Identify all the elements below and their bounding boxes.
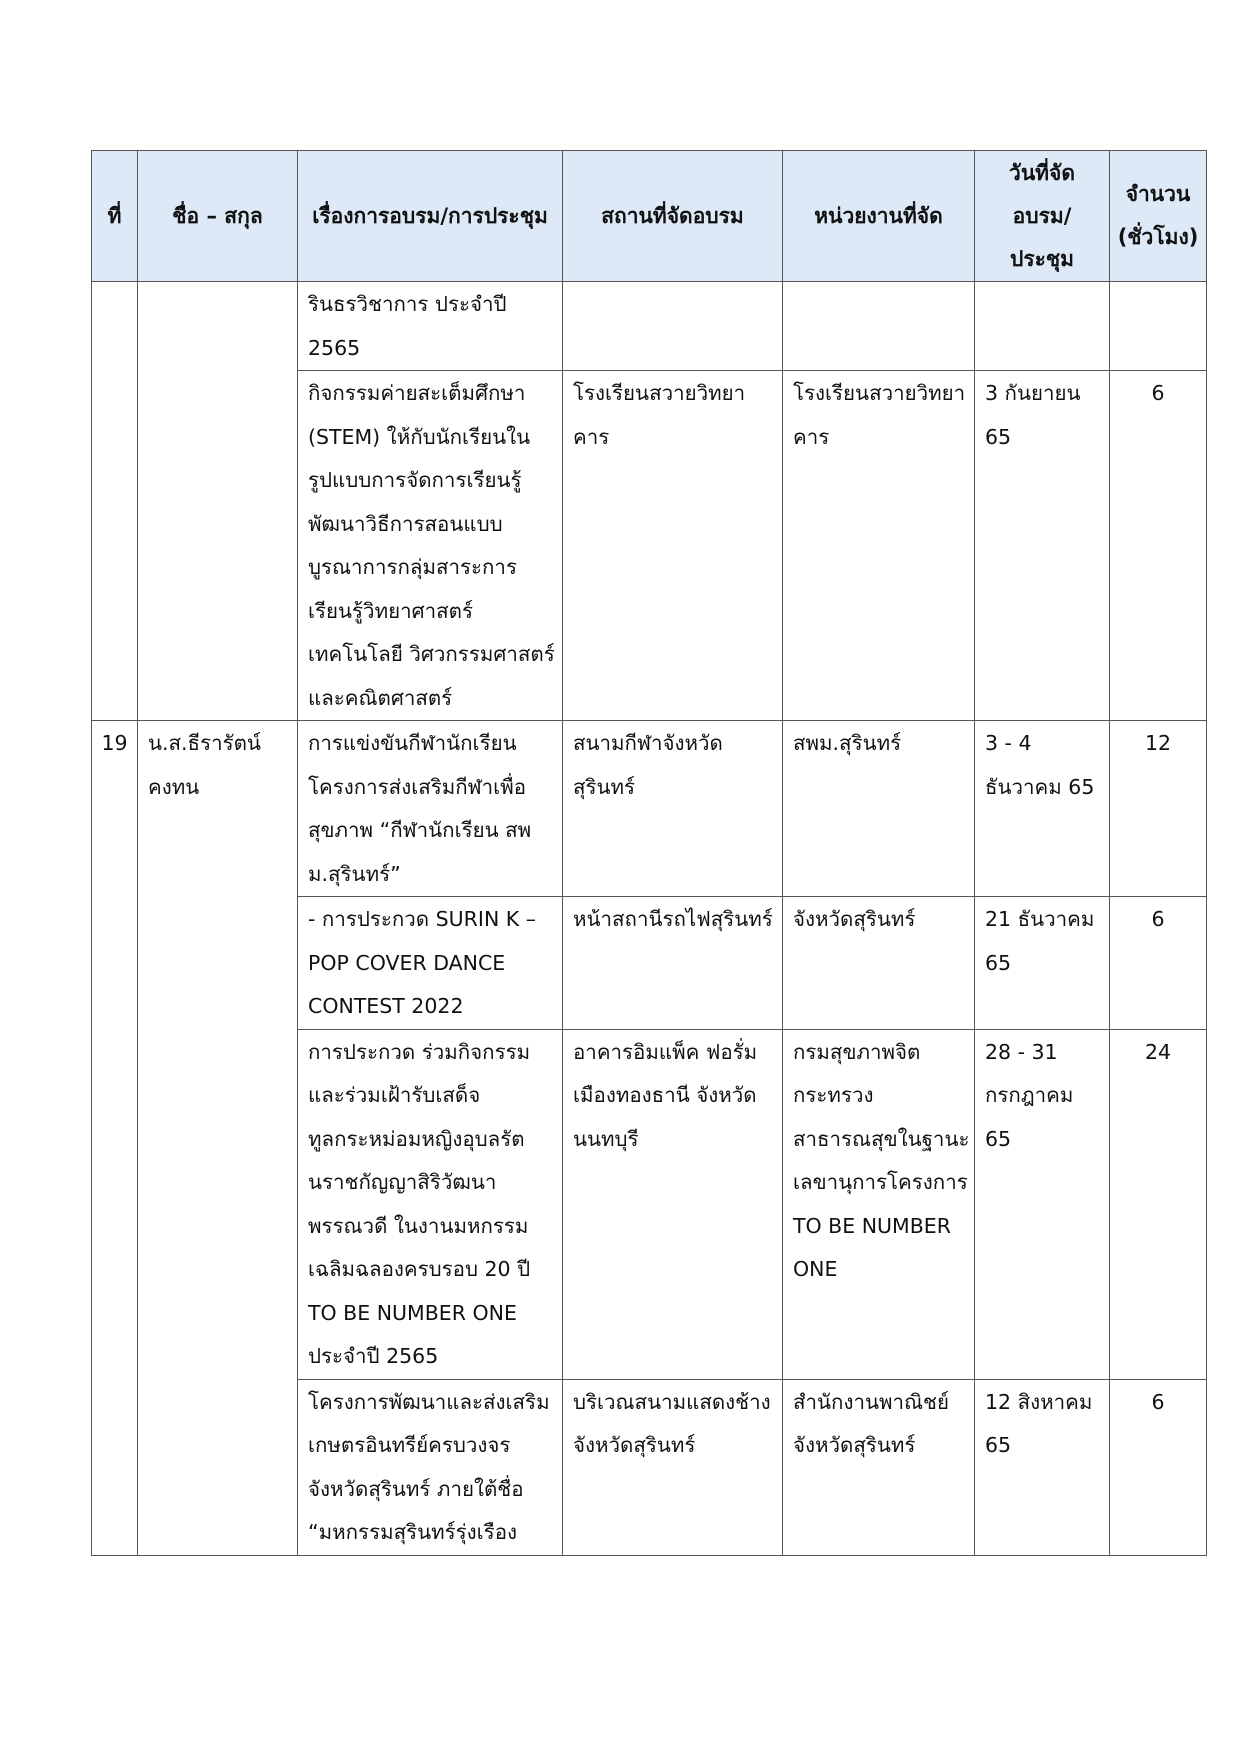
cell-line: เทคโนโลยี วิศวกรรมศาสตร์ (308, 642, 555, 666)
cell-num: 19 (92, 721, 138, 1556)
cell-line: (STEM) ให้กับนักเรียนใน (308, 424, 531, 449)
cell-hours: 6 (1110, 1379, 1207, 1555)
cell-venue (563, 371, 783, 721)
cell-topic (298, 1029, 563, 1379)
cell-line: การประกวด ร่วมกิจกรรม (308, 1039, 531, 1064)
table-row (92, 721, 1207, 897)
table-row (92, 282, 1207, 371)
cell-line: คาร (793, 424, 830, 449)
cell-date (975, 1379, 1110, 1555)
cell-line: พัฒนาวิธีการสอนแบบ (308, 511, 503, 536)
cell-line: 65 (985, 950, 1012, 975)
cell-topic (298, 371, 563, 721)
cell-line: โครงการพัฒนาและส่งเสริม (308, 1389, 550, 1414)
cell-line: ประจำปี 2565 (308, 1344, 439, 1368)
cell-line: POP COVER DANCE (308, 950, 506, 975)
cell-line: นนทบุรี (573, 1126, 639, 1151)
table-body (92, 282, 1207, 1556)
cell-date (975, 897, 1110, 1030)
header-hours-line: (ชั่วโมง) (1117, 225, 1199, 249)
cell-line: สาธารณสุขในฐานะ (793, 1126, 970, 1151)
cell-line: ธันวาคม 65 (985, 774, 1095, 799)
cell-organizer (783, 1029, 975, 1379)
cell-hours (1110, 282, 1207, 371)
cell-line: กระทรวง (793, 1083, 874, 1107)
cell-line: เลขานุการโครงการ (793, 1170, 968, 1194)
cell-line: เฉลิมฉลองครบรอบ 20 ปี (308, 1257, 531, 1281)
cell-line: สุขภาพ “กีฬานักเรียน สพ (308, 818, 532, 842)
cell-line: เกษตรอินทรีย์ครบวงจร (308, 1433, 511, 1457)
cell-line: และคณิตศาสตร์ (308, 685, 453, 710)
cell-line: รินธรวิชาการ ประจำปี (308, 292, 507, 316)
cell-line: 21 ธันวาคม (985, 907, 1095, 931)
cell-line: และร่วมเฝ้ารับเสด็จ (308, 1083, 481, 1107)
cell-organizer (783, 897, 975, 1030)
cell-line: การแข่งขันกีฬานักเรียน (308, 731, 517, 755)
cell-line: 3 กันยายน (985, 381, 1081, 405)
cell-line: TO BE NUMBER ONE (308, 1300, 517, 1325)
cell-line: 3 - 4 (985, 731, 1032, 755)
cell-venue (563, 282, 783, 371)
cell-line: CONTEST 2022 (308, 994, 464, 1018)
cell-topic (298, 721, 563, 897)
cell-line: สำนักงานพาณิชย์ (793, 1389, 949, 1414)
cell-date (975, 1029, 1110, 1379)
training-table (91, 150, 1207, 1556)
cell-venue (563, 1029, 783, 1379)
cell-venue (563, 721, 783, 897)
cell-name (138, 721, 298, 1556)
cell-line: 65 (985, 1433, 1012, 1457)
cell-date (975, 371, 1110, 721)
header-row (92, 151, 1207, 282)
cell-organizer (783, 721, 975, 897)
cell-line: น.ส.ธีรารัตน์ (148, 731, 261, 755)
cell-line: ม.สุรินทร์” (308, 861, 401, 886)
cell-line: เรียนรู้วิทยาศาสตร์ (308, 598, 473, 623)
cell-line: 65 (985, 1126, 1012, 1151)
header-name: ชื่อ – สกุล (138, 151, 298, 282)
header-venue: สถานที่จัดอบรม (563, 151, 783, 282)
cell-line: จังหวัดสุรินทร์ ภายใต้ชื่อ (308, 1476, 524, 1501)
cell-line: กรกฎาคม (985, 1083, 1074, 1107)
cell-line: บูรณาการกลุ่มสาระการ (308, 555, 517, 579)
header-topic: เรื่องการอบรม/การประชุม (298, 151, 563, 282)
cell-line: ONE (793, 1257, 838, 1281)
cell-date (975, 282, 1110, 371)
cell-line: จังหวัดสุรินทร์ (573, 1433, 696, 1457)
cell-line: เมืองทองธานี จังหวัด (573, 1083, 757, 1107)
cell-line: 12 สิงหาคม (985, 1389, 1093, 1414)
cell-line: กิจกรรมค่ายสะเต็มศึกษา (308, 381, 526, 405)
cell-line: กรมสุขภาพจิต (793, 1039, 921, 1064)
document-page (91, 150, 1206, 1556)
cell-line: รูปแบบการจัดการเรียนรู้ (308, 468, 522, 492)
cell-line: 28 - 31 (985, 1039, 1058, 1064)
cell-venue (563, 1379, 783, 1555)
cell-line: คาร (573, 424, 610, 449)
cell-organizer (783, 1379, 975, 1555)
cell-organizer (783, 282, 975, 371)
header-date-line: ประชุม (1010, 246, 1074, 271)
cell-date (975, 721, 1110, 897)
cell-topic (298, 1379, 563, 1555)
cell-hours: 24 (1110, 1029, 1207, 1379)
cell-line: สุรินทร์ (573, 774, 636, 799)
cell-line: สพม.สุรินทร์ (793, 731, 902, 755)
cell-line: พรรณวดี ในงานมหกรรม (308, 1213, 529, 1238)
cell-num (92, 282, 138, 721)
cell-line: สนามกีฬาจังหวัด (573, 731, 723, 755)
cell-venue (563, 897, 783, 1030)
cell-hours: 6 (1110, 371, 1207, 721)
cell-line: “มหกรรมสุรินทร์รุ่งเรือง (308, 1520, 518, 1544)
cell-topic (298, 282, 563, 371)
cell-line: หน้าสถานีรถไฟสุรินทร์ (573, 907, 773, 931)
cell-line: โครงการส่งเสริมกีฬาเพื่อ (308, 774, 527, 799)
cell-line: 2565 (308, 335, 361, 360)
header-date-line: อบรม/ (1012, 203, 1072, 228)
cell-line: บริเวณสนามแสดงช้าง (573, 1389, 771, 1414)
cell-organizer (783, 371, 975, 721)
cell-hours: 12 (1110, 721, 1207, 897)
header-num: ที่ (92, 151, 138, 282)
header-date (975, 151, 1110, 282)
header-hours (1110, 151, 1207, 282)
cell-line: 65 (985, 424, 1012, 449)
cell-line: จังหวัดสุรินทร์ (793, 1433, 916, 1457)
cell-line: อาคารอิมแพ็ค ฟอรั่ม (573, 1039, 758, 1064)
cell-line: TO BE NUMBER (793, 1213, 951, 1238)
cell-topic (298, 897, 563, 1030)
header-hours-line: จำนวน (1125, 182, 1191, 206)
header-organizer: หน่วยงานที่จัด (783, 151, 975, 282)
cell-name (138, 282, 298, 721)
cell-line: นราชกัญญาสิริวัฒนา (308, 1170, 497, 1194)
cell-hours: 6 (1110, 897, 1207, 1030)
cell-line: - การประกวด SURIN K – (308, 907, 537, 931)
cell-line: จังหวัดสุรินทร์ (793, 907, 916, 931)
cell-line: คงทน (148, 774, 200, 799)
header-date-line: วันที่จัด (1009, 160, 1075, 185)
cell-line: ทูลกระหม่อมหญิงอุบลรัต (308, 1126, 525, 1151)
cell-line: โรงเรียนสวายวิทยา (793, 381, 966, 405)
cell-line: โรงเรียนสวายวิทยา (573, 381, 746, 405)
